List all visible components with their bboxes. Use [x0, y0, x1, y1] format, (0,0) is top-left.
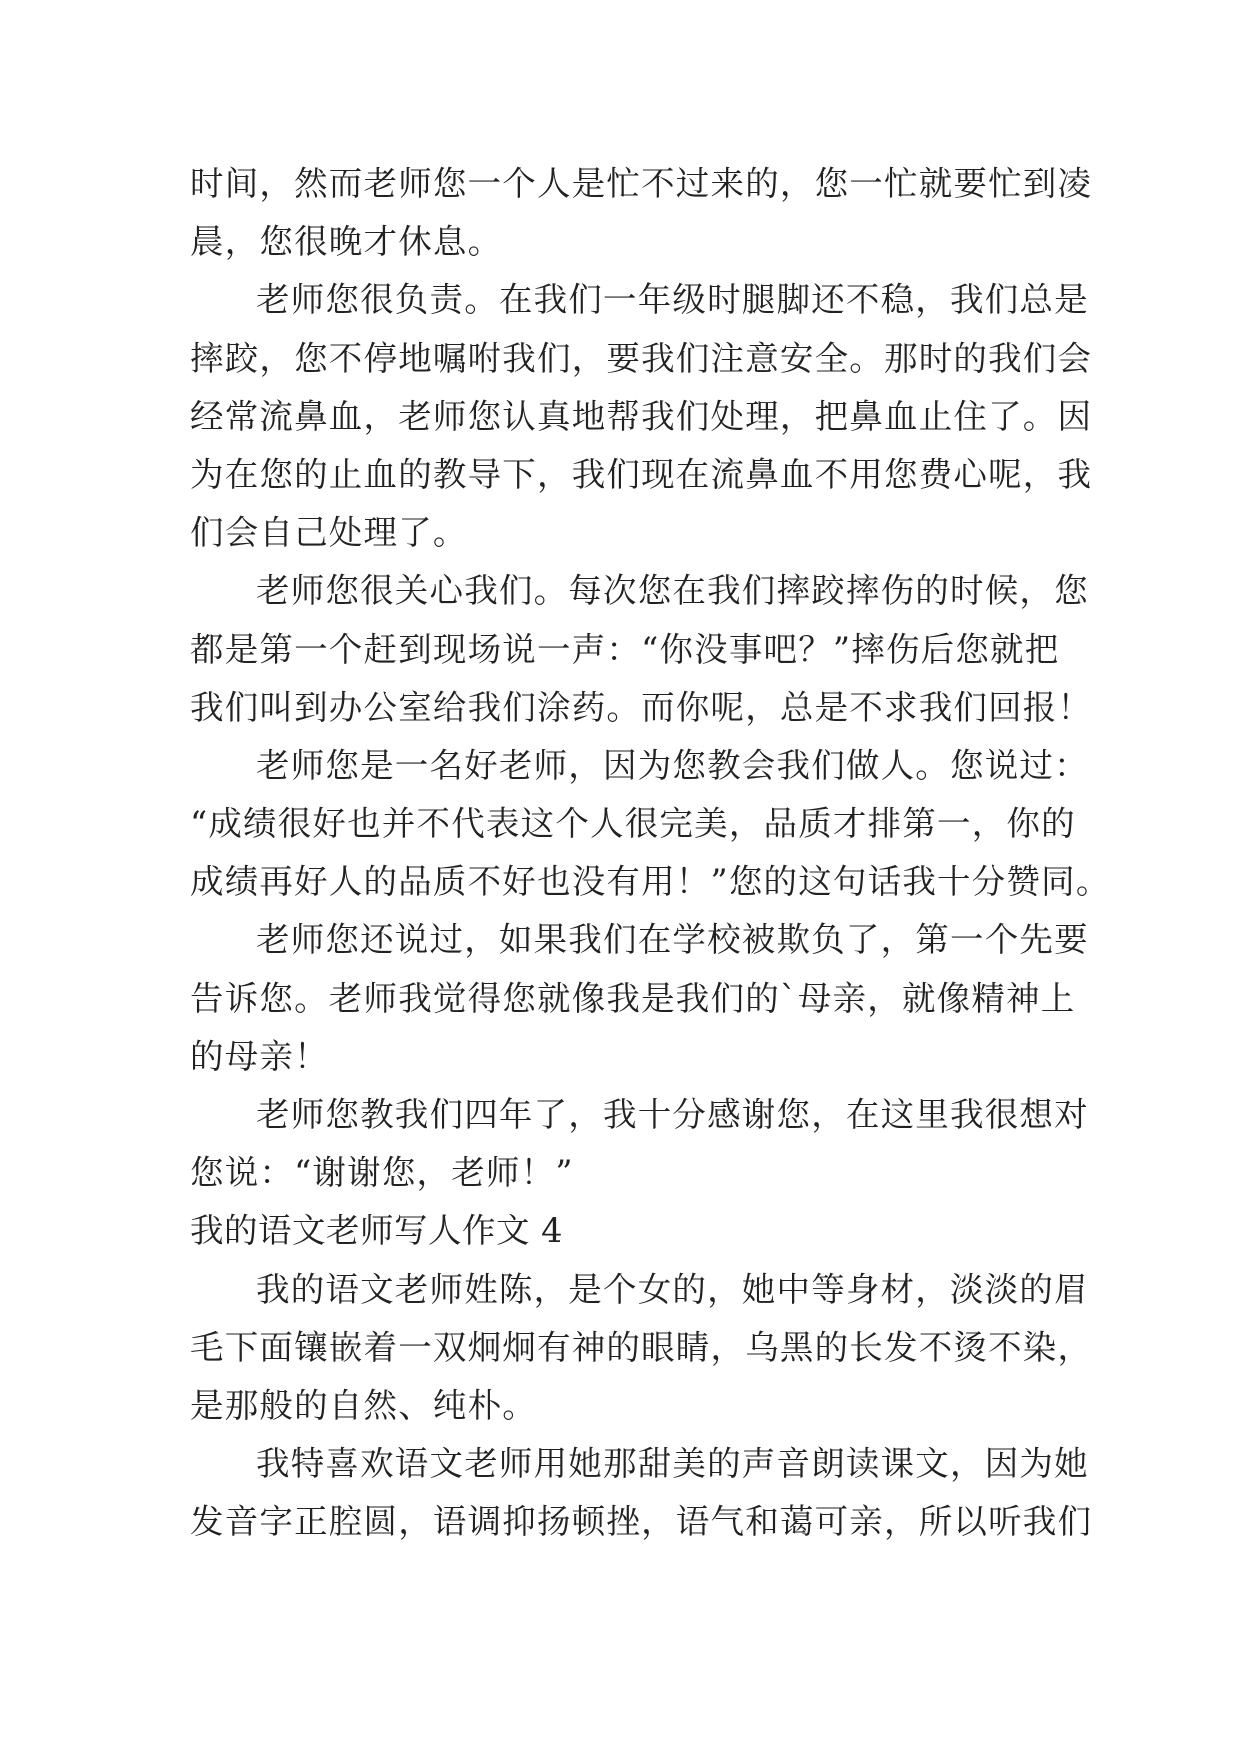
- text-line: 老师您很关心我们。每次您在我们摔跤摔伤的时候，您: [256, 571, 1089, 611]
- text-line: 我们叫到办公室给我们涂药。而你呢，总是不求我们回报！: [190, 687, 1093, 727]
- text-line: 老师您教我们四年了，我十分感谢您，在这里我很想对: [256, 1095, 1089, 1134]
- text-line: 都是第一个赶到现场说一声：“你没事吧？”摔伤后您就把: [190, 629, 1060, 669]
- section-heading: 我的语文老师写人作文 4: [190, 1211, 563, 1251]
- text-line: 发音字正腔圆，语调抑扬顿挫，语气和蔼可亲，所以听我们: [190, 1502, 1093, 1542]
- text-line: 是那般的自然、纯朴。: [190, 1385, 537, 1425]
- text-line: 的母亲！: [190, 1036, 329, 1076]
- text-line: 们会自己处理了。: [190, 513, 468, 553]
- text-line: 经常流鼻血，老师您认真地帮我们处理，把鼻血止住了。因: [190, 396, 1093, 436]
- text-line: 为在您的止血的教导下，我们现在流鼻血不用您费心呢，我: [190, 454, 1093, 494]
- text-line: 毛下面镶嵌着一双炯炯有神的眼睛，乌黑的长发不烫不染，: [190, 1327, 1093, 1367]
- text-line: 告诉您。老师我觉得您就像我是我们的`母亲，就像精神上: [190, 978, 1076, 1018]
- text-line: 老师您是一名好老师，因为您教会我们做人。您说过：: [256, 745, 1089, 785]
- text-line: 成绩再好人的品质不好也没有用！”您的这句话我十分赞同。: [190, 862, 1111, 902]
- text-line: 时间，然而老师您一个人是忙不过来的，您一忙就要忙到凌: [190, 164, 1093, 203]
- text-line: 老师您还说过，如果我们在学校被欺负了，第一个先要: [256, 920, 1089, 960]
- text-line: “成绩很好也并不代表这个人很完美，品质才排第一，你的: [190, 804, 1076, 844]
- text-line: 老师您很负责。在我们一年级时腿脚还不稳，我们总是: [256, 280, 1089, 320]
- text-line: 摔跤，您不停地嘱咐我们，要我们注意安全。那时的我们会: [190, 338, 1093, 378]
- text-line: 我特喜欢语文老师用她那甜美的声音朗读课文，因为她: [256, 1444, 1089, 1484]
- text-line: 我的语文老师姓陈，是个女的，她中等身材，淡淡的眉: [256, 1269, 1089, 1309]
- document-body: [190, 155, 1111, 1552]
- text-line: 您说：“谢谢您，老师！”: [190, 1153, 574, 1193]
- text-line: 晨，您很晚才休息。: [190, 222, 503, 262]
